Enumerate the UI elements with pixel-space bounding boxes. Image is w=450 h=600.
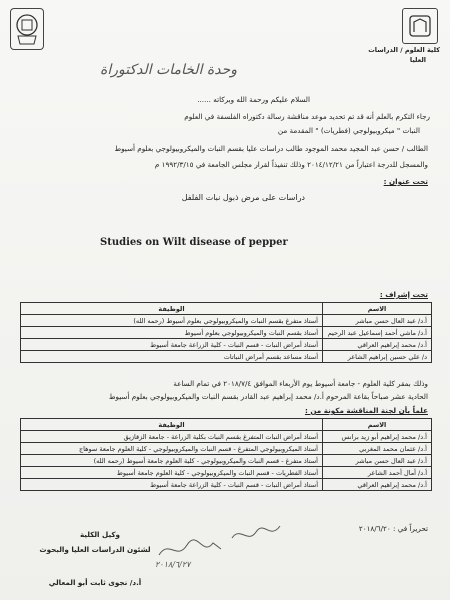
body-line-3: الطالب / حسن عبد المجيد محمد الموجود طالب دراسات عليا بقسم النبات والميكروبيولوجي بعلوم أسيوط (114, 144, 428, 153)
faculty-logo-icon (402, 8, 438, 44)
committee-member-name: أ.د/ محمد إبراهيم أبو زيد برانس (323, 431, 432, 443)
handwritten-title: وحدة الخامات الدكتوراة (100, 62, 238, 78)
supervisor-name: أ.د/ ماشي أحمد إسماعيل عبد الرحيم (323, 327, 432, 339)
table-row (21, 443, 432, 455)
body-line-1: رجاء التكرم بالعلم أنه قد تم تحديد موعد مناقشة رسالة دكتوراه الفلسفة في العلوم (184, 112, 430, 121)
table-header-row (21, 303, 432, 315)
faculty-name-line2: العليا (409, 56, 426, 64)
committee-member-role: أستاذ أمراض النبات المتفرغ بقسم النبات بكلية الزراعة - جامعة الزقازيق (21, 431, 323, 443)
defense-line-1: وذلك بمقر كلية العلوم - جامعة أسيوط يوم الأربعاء الموافق ٢٠١٨/٧/٤ في تمام الساعة (173, 379, 428, 388)
defense-line-2: الحادية عشر صباحاً بقاعة المرحوم أ.د/ محمد إبراهيم عبد القادر بقسم النبات والميكروبيولوجي بعلوم أسيوط (108, 392, 428, 401)
committee-member-role: أستاذ الفطريات - قسم النبات والميكروبيولوجي - كلية العلوم جامعة أسيوط (21, 467, 323, 479)
table-row (21, 479, 432, 491)
supervisor-role: أستاذ مساعد بقسم أمراض النباتات (21, 351, 323, 363)
column-header-name: الاسم (323, 419, 432, 431)
committee-table (20, 418, 432, 491)
faculty-name-line1: كلية العلوم / الدراسات (368, 46, 440, 54)
body-line-2: النبات " ميكروبيولوجي (فطريات) " المقدمة من (277, 126, 420, 135)
thesis-label: تحت عنوان : (383, 177, 428, 186)
supervisor-role: أستاذ بقسم النبات والميكروبيولوجي بعلوم أسيوط (21, 327, 323, 339)
committee-member-name: أ.د/ محمد إبراهيم العراقي (323, 479, 432, 491)
table-row (21, 339, 432, 351)
committee-member-role: أستاذ الميكروبيولوجي المتفرغ - قسم النبات والميكروبيولوجي - كلية العلوم جامعة سوهاج (21, 443, 323, 455)
thesis-title-english: Studies on Wilt disease of pepper (100, 237, 288, 248)
column-header-name: الاسم (323, 303, 432, 315)
table-row (21, 431, 432, 443)
supervisor-role: أستاذ أمراض النبات - قسم النبات - كلية الزراعة جامعة أسيوط (21, 339, 323, 351)
body-line-4: والمسجل للدرجة اعتباراً من ٢٠١٤/١٢/٢١ وذلك تنفيذاً لقرار مجلس الجامعة في ١٩٩٢/٣/١٥ م (154, 160, 428, 169)
handwritten-signature-icon (155, 535, 225, 563)
committee-member-role: أستاذ متفرغ - قسم النبات والميكروبيولوجي - كلية العلوم جامعة أسيوط (رحمه الله) (21, 455, 323, 467)
handwritten-signature-icon (230, 520, 290, 548)
stamp-date: ٢٠١٨/٦/٢٧ (155, 560, 191, 569)
signature-title-1: وكيل الكلية (79, 530, 121, 539)
supervisors-label: تحت إشراف : (379, 290, 428, 299)
table-row (21, 327, 432, 339)
supervisor-name: أ.د/ محمد إبراهيم العراقي (323, 339, 432, 351)
signature-title-2: لشئون الدراسات العليا والبحوث (39, 545, 151, 554)
table-row (21, 455, 432, 467)
greeting: السلام عليكم ورحمة الله وبركاته ...... (197, 95, 310, 104)
thesis-title-arabic: دراسات على مرض ذبول نبات الفلفل (181, 193, 305, 202)
committee-member-name: أ.د/ عبد العال حسن مباشر (323, 455, 432, 467)
supervisor-name: د/ علي حسين إبراهيم الشاعر (323, 351, 432, 363)
committee-member-role: أستاذ أمراض النبات - قسم النبات - كلية الزراعة جامعة أسيوط (21, 479, 323, 491)
table-row (21, 467, 432, 479)
issue-date: تحريراً في : ٢٠١٨/٦/٢٠ (358, 524, 428, 533)
supervisor-role: أستاذ متفرغ بقسم النبات والميكروبيولوجي بعلوم أسيوط (رحمه الله) (21, 315, 323, 327)
supervisor-name: أ.د/ عبد العال حسن مباشر (323, 315, 432, 327)
table-header-row (21, 419, 432, 431)
table-row (21, 351, 432, 363)
committee-member-name: أ.د/ أمال أحمد الشاعر (323, 467, 432, 479)
column-header-role: الوظيفة (21, 303, 323, 315)
committee-member-name: أ.د/ عثمان محمد المغربي (323, 443, 432, 455)
column-header-role: الوظيفة (21, 419, 323, 431)
supervisors-table (20, 302, 432, 363)
committee-label: علماً بأن لجنة المناقشة مكونة من : (304, 406, 428, 415)
signatory-name: أ.د/ نجوى ثابت أبو المعالي (48, 578, 142, 587)
table-row (21, 315, 432, 327)
university-seal-icon (10, 8, 44, 50)
